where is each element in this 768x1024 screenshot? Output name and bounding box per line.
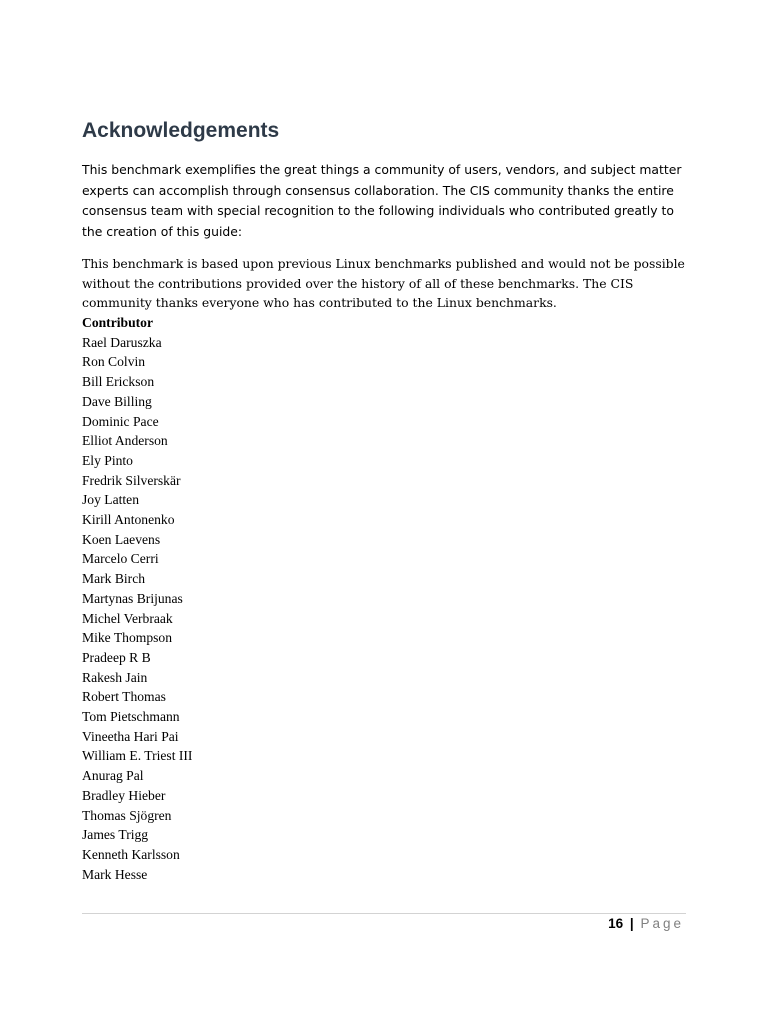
contributor-name: Bradley Hieber xyxy=(82,787,166,803)
contributor-name: Martynas Brijunas xyxy=(82,590,183,606)
footer-separator: | xyxy=(629,916,634,931)
contributor-name: Tom Pietschmann xyxy=(82,709,180,725)
contributor-name: James Trigg xyxy=(82,827,149,843)
contributor-name: Dave Billing xyxy=(82,393,152,409)
contributor-name: Anurag Pal xyxy=(82,768,144,784)
contributor-name: Joy Latten xyxy=(82,492,140,508)
contributor-name: Vineetha Hari Pai xyxy=(82,728,179,744)
contributor-name: Ely Pinto xyxy=(82,452,133,468)
contributor-name: Michel Verbraak xyxy=(82,610,173,626)
contributor-name: Dominic Pace xyxy=(82,413,159,429)
contributor-name: Rael Daruszka xyxy=(82,334,162,350)
page-footer xyxy=(608,914,684,934)
contributors-section xyxy=(82,313,192,884)
history-paragraph: This benchmark is based upon previous Linux benchmarks published and would not be possible without the contributions provided over the history of all of these benchmarks. The CIS community thanks everyone who has contributed to the Linux benchmarks. xyxy=(82,256,685,311)
contributor-name: Bill Erickson xyxy=(82,374,155,390)
contributor-name: Kenneth Karlsson xyxy=(82,846,180,862)
contributor-name: Rakesh Jain xyxy=(82,669,148,685)
contributor-name: Marcelo Cerri xyxy=(82,551,159,567)
contributor-name: Kirill Antonenko xyxy=(82,512,175,528)
page-number: 16 xyxy=(608,916,624,931)
contributor-name: Elliot Anderson xyxy=(82,433,168,449)
contributor-name: Thomas Sjögren xyxy=(82,807,172,823)
contributor-name: Robert Thomas xyxy=(82,689,166,705)
contributors-list xyxy=(82,333,192,885)
page-label: Page xyxy=(640,916,684,931)
contributors-heading: Contributor xyxy=(82,315,153,330)
contributor-name: Mark Hesse xyxy=(82,866,148,882)
page-heading: Acknowledgements xyxy=(82,119,280,142)
intro-paragraph: This benchmark exemplifies the great things a community of users, vendors, and subject matter experts can accomplish through consensus collaboration. The CIS community thanks the entire consensus team with special recognition to the following individuals who contributed greatly to the creation of this guide: xyxy=(82,162,682,239)
contributor-name: William E. Triest III xyxy=(82,748,193,764)
contributor-name: Pradeep R B xyxy=(82,649,151,665)
contributor-name: Mark Birch xyxy=(82,571,146,587)
contributor-name: Koen Laevens xyxy=(82,531,161,547)
contributor-name: Mike Thompson xyxy=(82,630,172,646)
footer-divider xyxy=(82,913,686,914)
contributor-name: Ron Colvin xyxy=(82,354,146,370)
contributor-name: Fredrik Silverskär xyxy=(82,472,181,488)
